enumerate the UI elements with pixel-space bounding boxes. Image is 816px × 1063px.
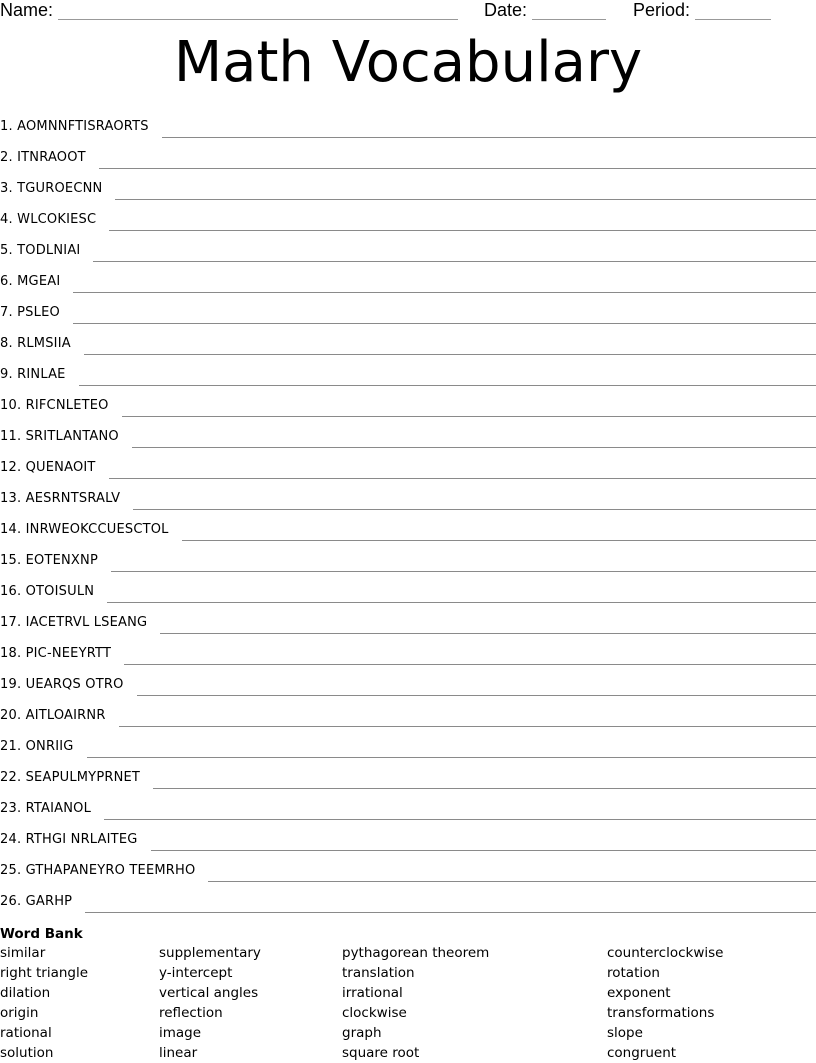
answer-line[interactable] bbox=[73, 310, 816, 324]
answer-line[interactable] bbox=[93, 248, 816, 262]
answer-line[interactable] bbox=[132, 434, 816, 448]
word-bank-item: graph bbox=[342, 1025, 382, 1041]
question-row bbox=[0, 142, 816, 173]
scrambled-word: 6. MGEAI bbox=[0, 274, 61, 289]
word-bank-grid bbox=[0, 943, 816, 1063]
question-row bbox=[0, 669, 816, 700]
word-bank-item: supplementary bbox=[159, 945, 261, 961]
answer-line[interactable] bbox=[111, 558, 816, 572]
word-bank-item: origin bbox=[0, 1005, 39, 1021]
word-bank-item: counterclockwise bbox=[607, 945, 724, 961]
scrambled-word: 24. RTHGI NRLAITEG bbox=[0, 832, 138, 847]
scrambled-word: 9. RINLAE bbox=[0, 367, 66, 382]
scrambled-word: 21. ONRIIG bbox=[0, 739, 74, 754]
question-row bbox=[0, 266, 816, 297]
scrambled-word: 10. RIFCNLETEO bbox=[0, 398, 109, 413]
question-row bbox=[0, 173, 816, 204]
word-bank-item: similar bbox=[0, 945, 46, 961]
question-row bbox=[0, 545, 816, 576]
scrambled-word: 16. OTOISULN bbox=[0, 584, 95, 599]
word-bank-item: dilation bbox=[0, 985, 51, 1001]
answer-line[interactable] bbox=[133, 496, 816, 510]
answer-line[interactable] bbox=[124, 651, 816, 665]
scrambled-word: 14. INRWEOKCCUESCTOL bbox=[0, 522, 169, 537]
answer-line[interactable] bbox=[99, 155, 816, 169]
word-bank-item: exponent bbox=[607, 985, 671, 1001]
word-bank-item: linear bbox=[159, 1045, 198, 1061]
question-row bbox=[0, 700, 816, 731]
word-bank-item: transformations bbox=[607, 1005, 715, 1021]
question-row bbox=[0, 731, 816, 762]
question-row bbox=[0, 111, 816, 142]
answer-line[interactable] bbox=[115, 186, 816, 200]
question-row bbox=[0, 359, 816, 390]
answer-line[interactable] bbox=[119, 713, 816, 727]
answer-line[interactable] bbox=[160, 620, 816, 634]
word-bank-item: right triangle bbox=[0, 965, 89, 981]
date-label: Date: bbox=[484, 0, 528, 20]
scrambled-word: 22. SEAPULMYPRNET bbox=[0, 770, 141, 785]
answer-line[interactable] bbox=[182, 527, 816, 541]
word-bank-item: vertical angles bbox=[159, 985, 259, 1001]
question-row bbox=[0, 886, 816, 917]
word-bank-item: congruent bbox=[607, 1045, 677, 1061]
answer-line[interactable] bbox=[122, 403, 816, 417]
question-row bbox=[0, 204, 816, 235]
answer-line[interactable] bbox=[84, 341, 816, 355]
answer-line[interactable] bbox=[153, 775, 816, 789]
scrambled-word: 13. AESRNTSRALV bbox=[0, 491, 121, 506]
question-row bbox=[0, 328, 816, 359]
scrambled-word: 20. AITLOAIRNR bbox=[0, 708, 106, 723]
word-bank-item: square root bbox=[342, 1045, 420, 1061]
scrambled-word: 12. QUENAOIT bbox=[0, 460, 96, 475]
word-bank-item: rotation bbox=[607, 965, 660, 981]
answer-line[interactable] bbox=[73, 279, 816, 293]
scrambled-word: 5. TODLNIAI bbox=[0, 243, 81, 258]
question-row bbox=[0, 824, 816, 855]
word-bank-title: Word Bank bbox=[0, 926, 83, 942]
word-bank-item: solution bbox=[0, 1045, 54, 1061]
word-bank bbox=[0, 925, 816, 1063]
question-row bbox=[0, 514, 816, 545]
scrambled-word: 15. EOTENXNP bbox=[0, 553, 99, 568]
question-row bbox=[0, 421, 816, 452]
question-row bbox=[0, 855, 816, 886]
answer-line[interactable] bbox=[87, 744, 816, 758]
scrambled-word: 1. AOMNNFTISRAORTS bbox=[0, 119, 149, 134]
scrambled-word: 19. UEARQS OTRO bbox=[0, 677, 124, 692]
word-bank-item: rational bbox=[0, 1025, 52, 1041]
name-field[interactable] bbox=[0, 0, 458, 20]
word-bank-item: image bbox=[159, 1025, 202, 1041]
answer-line[interactable] bbox=[85, 899, 816, 913]
word-bank-item: slope bbox=[607, 1025, 643, 1041]
date-blank[interactable] bbox=[532, 4, 606, 20]
scrambled-word: 26. GARHP bbox=[0, 894, 73, 909]
answer-line[interactable] bbox=[208, 868, 816, 882]
question-row bbox=[0, 452, 816, 483]
question-row bbox=[0, 483, 816, 514]
word-bank-column bbox=[342, 943, 489, 1063]
period-label: Period: bbox=[633, 0, 691, 20]
worksheet-header bbox=[0, 0, 816, 24]
answer-line[interactable] bbox=[107, 589, 816, 603]
answer-line[interactable] bbox=[104, 806, 816, 820]
answer-line[interactable] bbox=[151, 837, 816, 851]
scrambled-word: 2. ITNRAOOT bbox=[0, 150, 86, 165]
word-bank-item: translation bbox=[342, 965, 415, 981]
word-bank-column bbox=[607, 943, 723, 1063]
scrambled-word: 25. GTHAPANEYRO TEEMRHO bbox=[0, 863, 196, 878]
scrambled-word: 23. RTAIANOL bbox=[0, 801, 92, 816]
scrambled-word: 17. IACETRVL LSEANG bbox=[0, 615, 148, 630]
scrambled-word: 8. RLMSIIA bbox=[0, 336, 71, 351]
scrambled-word: 11. SRITLANTANO bbox=[0, 429, 119, 444]
question-row bbox=[0, 297, 816, 328]
question-row bbox=[0, 638, 816, 669]
question-row bbox=[0, 390, 816, 421]
period-field[interactable] bbox=[633, 0, 771, 20]
word-bank-item: reflection bbox=[159, 1005, 223, 1021]
question-row bbox=[0, 793, 816, 824]
question-row bbox=[0, 576, 816, 607]
word-bank-column bbox=[0, 943, 88, 1063]
scrambled-word: 7. PSLEO bbox=[0, 305, 60, 320]
name-blank[interactable] bbox=[58, 4, 458, 20]
question-list bbox=[0, 111, 816, 917]
answer-line[interactable] bbox=[109, 465, 816, 479]
word-bank-item: irrational bbox=[342, 985, 403, 1001]
word-bank-item: pythagorean theorem bbox=[342, 945, 490, 961]
scrambled-word: 18. PIC-NEEYRTT bbox=[0, 646, 112, 661]
answer-line[interactable] bbox=[79, 372, 816, 386]
answer-line[interactable] bbox=[162, 124, 816, 138]
scrambled-word: 4. WLCOKIESC bbox=[0, 212, 97, 227]
word-bank-column bbox=[159, 943, 261, 1063]
page-title: Math Vocabulary bbox=[173, 30, 643, 95]
scrambled-word: 3. TGUROECNN bbox=[0, 181, 103, 196]
date-field[interactable] bbox=[484, 0, 606, 20]
answer-line[interactable] bbox=[109, 217, 816, 231]
question-row bbox=[0, 762, 816, 793]
name-label: Name: bbox=[0, 0, 54, 20]
period-blank[interactable] bbox=[695, 4, 771, 20]
word-bank-item: y-intercept bbox=[159, 965, 233, 981]
question-row bbox=[0, 607, 816, 638]
question-row bbox=[0, 235, 816, 266]
answer-line[interactable] bbox=[137, 682, 816, 696]
word-bank-item: clockwise bbox=[342, 1005, 407, 1021]
